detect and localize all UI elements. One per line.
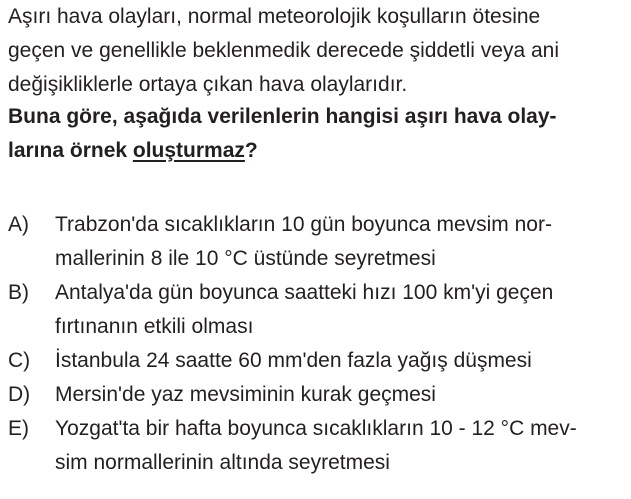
passage-line-2: geçen ve genellikle beklenmedik derecede şiddetli veya ani <box>8 39 560 62</box>
option-text-line-1: Trabzon'da sıcaklıkların 10 gün boyunca mevsim nor- <box>55 213 552 236</box>
option-letter: C) <box>8 349 31 372</box>
option-text-line-1: Yozgat'ta bir hafta boyunca sıcaklıkların 10 - 12 °C mev- <box>55 417 577 440</box>
option-text-line-2: sim normallerinin altında seyretmesi <box>55 451 390 474</box>
option-text-line-1: Antalya'da gün boyunca saatteki hızı 100 km'yi geçen <box>55 281 554 304</box>
passage-line-1: Aşırı hava olayları, normal meteorolojik koşulların ötesine <box>8 5 541 28</box>
option-text-line-2: fırtınanın etkili olması <box>55 315 254 338</box>
question-line-2 <box>8 138 258 164</box>
question-line-2-prefix: larına örnek <box>8 139 133 162</box>
option-letter: A) <box>8 213 29 236</box>
option-text-line-2: mallerinin 8 ile 10 °C üstünde seyretmesi <box>55 247 436 270</box>
option-letter: B) <box>8 281 29 304</box>
question-line-1: Buna göre, aşağıda verilenlerin hangisi aşırı hava olay- <box>8 105 557 128</box>
option-letter: E) <box>8 417 29 440</box>
question-mark: ? <box>244 139 258 162</box>
passage-line-3: değişikliklerle ortaya çıkan hava olaylarıdır. <box>8 73 408 96</box>
option-text-line-1: Mersin'de yaz mevsiminin kurak geçmesi <box>55 383 436 406</box>
option-letter: D) <box>8 383 31 406</box>
option-text-line-1: İstanbula 24 saatte 60 mm'den fazla yağış düşmesi <box>55 349 532 372</box>
negation-emphasis: oluşturmaz <box>132 139 245 162</box>
